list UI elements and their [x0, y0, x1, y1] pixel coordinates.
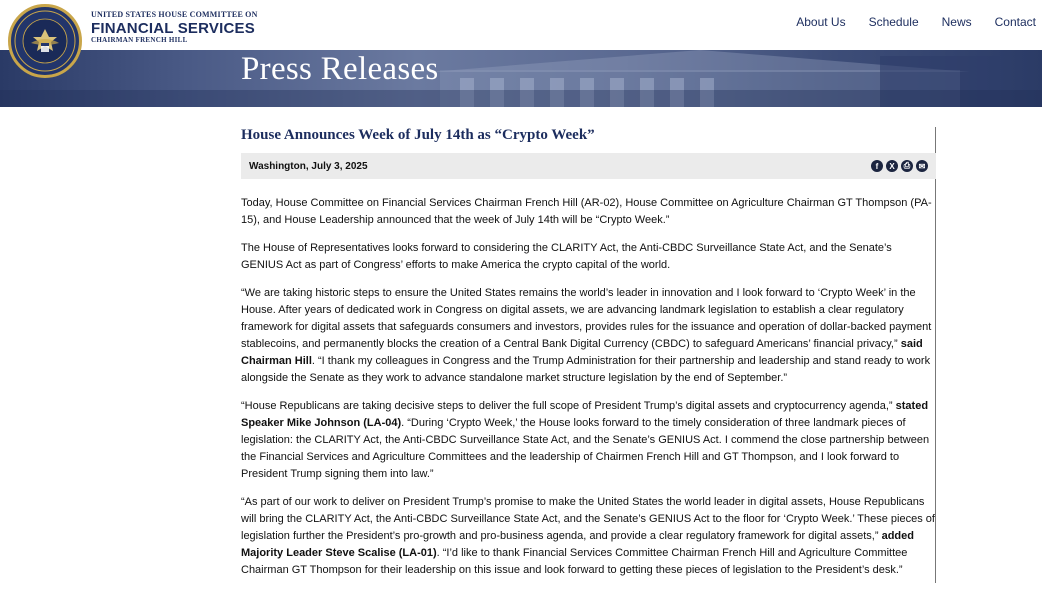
press-releases-banner — [0, 50, 1042, 107]
facebook-icon[interactable]: f — [871, 160, 883, 172]
nav-news[interactable]: News — [941, 15, 972, 29]
print-icon[interactable]: ⎙ — [901, 160, 913, 172]
committee-seal-logo[interactable] — [8, 4, 82, 78]
paragraph-3 — [241, 285, 936, 387]
committee-wordmark[interactable] — [91, 11, 258, 44]
nav-about-us[interactable]: About Us — [796, 15, 846, 29]
article-body — [241, 195, 936, 579]
quote-text: “As part of our work to deliver on President Trump’s promise to make the United States the world leader in digital assets, House Republicans will bring the CLARITY Act, the Anti-CBDC Surveillance State Act, and the Senate’s GENIUS Act to the floor for ‘Crypto Week.’ These pieces of legislation further the President’s pro-growth and pro-business agenda, and provide a clear regulatory framework for digital assets,” — [241, 496, 935, 542]
paragraph-1: Today, House Committee on Financial Services Chairman French Hill (AR-02), House Committee on Agriculture Chairman GT Thompson (PA-15), and House Leadership announced that the week of July 14th will be “Crypto Week.” — [241, 197, 932, 226]
nav-schedule[interactable]: Schedule — [868, 15, 919, 29]
email-icon[interactable]: ✉ — [916, 160, 928, 172]
dateline: Washington, July 3, 2025 — [249, 160, 368, 172]
quote-text: “House Republicans are taking decisive steps to deliver the full scope of President Trump’s digital assets and cryptocurrency agenda,” — [241, 400, 893, 412]
wordmark-line3: CHAIRMAN FRENCH HILL — [91, 36, 188, 44]
x-icon[interactable]: X — [886, 160, 898, 172]
page-title: Press Releases — [241, 51, 439, 87]
paragraph-2: The House of Representatives looks forward to considering the CLARITY Act, the Anti-CBDC Surveillance State Act, and the Senate’s GENIUS Act as part of Congress’ efforts to make America the crypto capital of the world. — [241, 242, 892, 271]
paragraph-4 — [241, 398, 936, 483]
speaker-attribution: added Majority Leader Steve Scalise (LA-01) — [241, 530, 914, 559]
share-icons — [868, 160, 928, 172]
quote-text: . “I’d like to thank Financial Services Committee Chairman French Hill and Agriculture Committee Chairman GT Thompson for their leadership on this issue and look forward to getting these pieces of legislation to the President’s desk.” — [241, 547, 908, 576]
quote-text: . “I thank my colleagues in Congress and the Trump Administration for their partnership and leadership and stand ready to work alongside the Senate as they work to advance standalone market structure legislation by the end of September.” — [241, 355, 931, 384]
top-header — [0, 0, 1042, 50]
speaker-attribution: said Chairman Hill — [241, 338, 923, 367]
nav-contact[interactable]: Contact — [994, 15, 1036, 29]
wordmark-line1: UNITED STATES HOUSE COMMITTEE ON — [91, 10, 258, 19]
paragraph-5 — [241, 494, 936, 579]
capitol-background-image — [0, 50, 1042, 107]
quote-text: . “During ‘Crypto Week,’ the House looks forward to the timely consideration of three landmark pieces of legislation: the CLARITY Act, the Anti-CBDC Surveillance State Act, and the Senate’s GENIUS Act. I commend the close partnership between the Financial Services and Agriculture Committees and the leadership of Chairmen French Hill and GT Thompson, and I look forward to President Trump signing them into law.” — [241, 417, 930, 480]
wordmark-line2: FINANCIAL SERVICES — [91, 20, 255, 37]
main-nav — [773, 15, 1036, 29]
article-title: House Announces Week of July 14th as “Crypto Week” — [241, 127, 595, 143]
speaker-attribution: stated Speaker Mike Johnson (LA-04) — [241, 400, 929, 429]
quote-text: “We are taking historic steps to ensure the United States remains the world’s leader in innovation and I look forward to ‘Crypto Week’ in the House. After years of dedicated work in Congress on digital assets, we are advancing landmark legislation to establish a clear regulatory framework for digital assets that safeguards consumers and investors, provides rules for the issuance and operation of dollar-backed payment stablecoins, and permanently blocks the creation of a Central Bank Digital Currency (CBDC) to safeguard Americans’ financial privacy,” — [241, 287, 932, 350]
dateline-bar — [241, 153, 936, 179]
press-release-article — [241, 127, 936, 590]
